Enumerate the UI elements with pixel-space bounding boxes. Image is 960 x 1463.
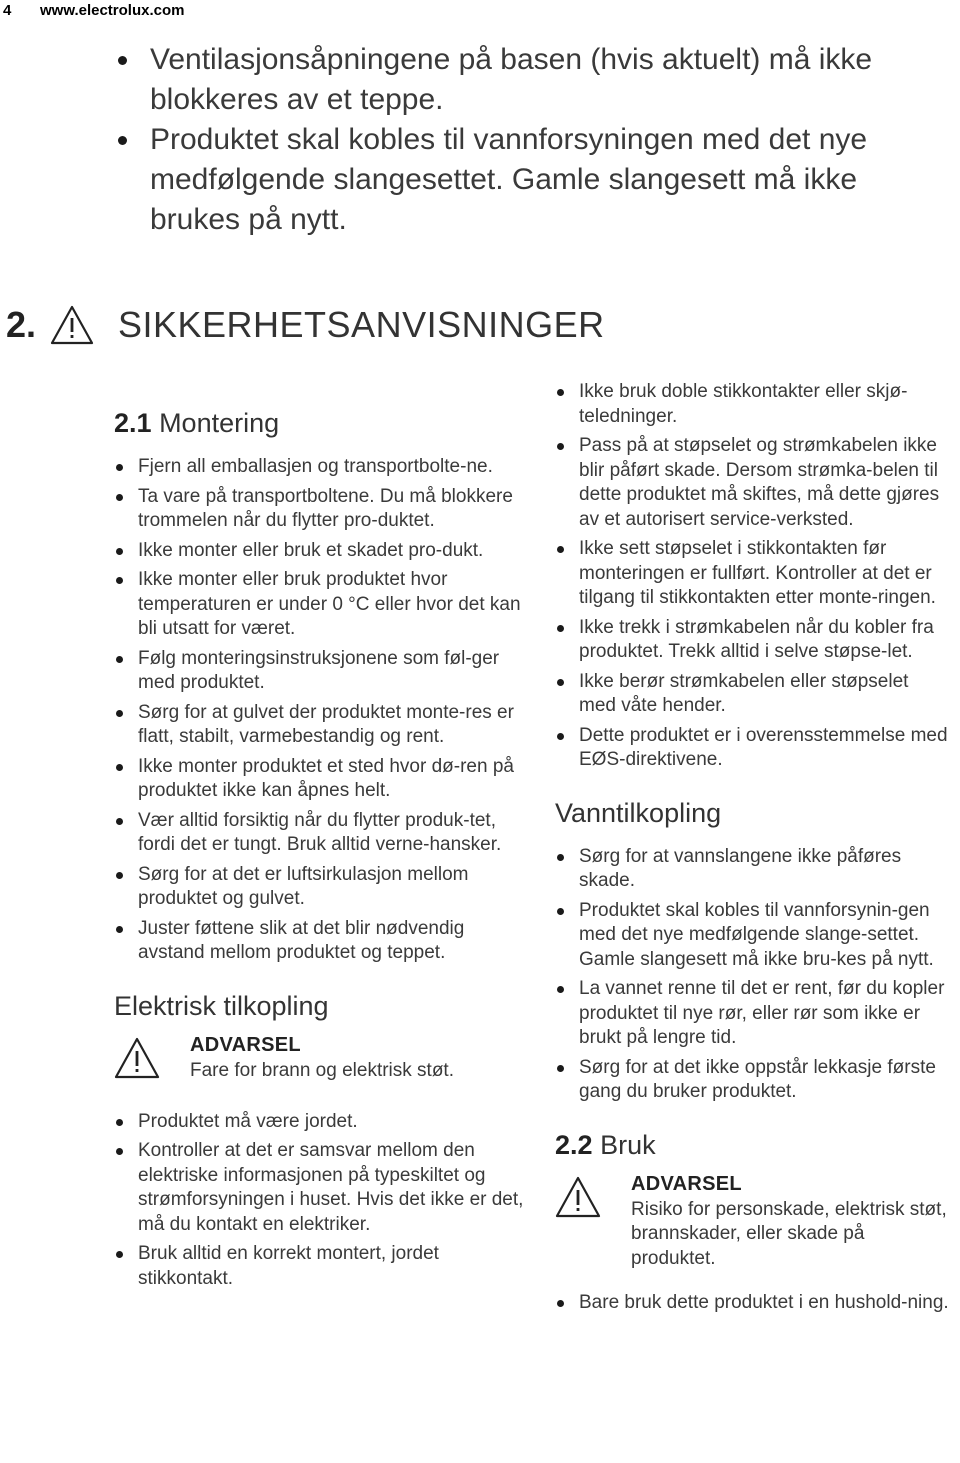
list-item: Produktet skal kobles til vannforsynin-gen med det nye medfølgende slange-settet. Gamle slangesett må ikke bru-kes på nytt. [555, 899, 950, 973]
list-item: Bruk alltid en korrekt montert, jordet stikkontakt. [114, 1242, 534, 1291]
elektrisk-heading: Elektrisk tilkopling [114, 990, 329, 1021]
section-heading [6, 300, 706, 350]
bruk-list [555, 1291, 950, 1316]
section-title: SIKKERHETSANVISNINGER [118, 304, 605, 345]
list-item: Følg monteringsinstruksjonene som føl-ger med produktet. [114, 647, 534, 696]
elektrisk-warning [114, 1034, 534, 1096]
list-item: Ikke monter eller bruk et skadet pro-dukt. [114, 539, 534, 564]
list-item: La vannet renne til det er rent, før du kopler produktet til nye rør, eller rør som ikke er brukt på lengre tid. [555, 977, 950, 1051]
bruk-title: Bruk [600, 1129, 656, 1160]
vann-list [555, 845, 950, 1105]
list-item: Pass på at støpselet og strømkabelen ikke blir påført skade. Dersom strømka-belen til dette produktet må skiftes, må dette gjøres av et autorisert service-verksted. [555, 434, 950, 532]
warning-text: Risiko for personskade, elektrisk støt, brannskader, eller skade på produktet. [631, 1198, 947, 1269]
warning-title: ADVARSEL [631, 1172, 742, 1195]
site-url: www.electrolux.com [40, 2, 185, 19]
list-item: Juster føttene slik at det blir nødvendig avstand mellom produktet og teppet. [114, 917, 534, 966]
warning-triangle-icon [50, 304, 94, 346]
list-item: Bare bruk dette produktet i en hushold-ning. [555, 1291, 950, 1316]
list-item: Ikke sett støpselet i stikkontakten før monteringen er fullført. Kontroller at det er tilgang til stikkontakten etter monte-ringen. [555, 537, 950, 611]
list-item: Fjern all emballasjen og transportbolte-ne. [114, 455, 534, 480]
montering-number: 2.1 [114, 408, 152, 438]
list-item: Ikke trekk i strømkabelen når du kobler fra produktet. Trekk alltid i selve støpse-let. [555, 616, 950, 665]
bruk-warning [555, 1173, 950, 1277]
vann-heading: Vanntilkopling [555, 797, 722, 828]
section-number: 2. [6, 304, 37, 345]
warning-triangle-icon [555, 1175, 601, 1219]
list-item: Ikke monter eller bruk produktet hvor temperaturen er under 0 °C eller hvor det kan bli utsatt for været. [114, 568, 534, 642]
warning-triangle-icon [114, 1036, 160, 1080]
bruk-heading [555, 1127, 950, 1163]
elektrisk-list [114, 1110, 534, 1292]
bruk-number: 2.2 [555, 1129, 593, 1160]
top-bullet-list [114, 40, 944, 240]
list-item: Sørg for at vannslangene ikke påføres skade. [555, 845, 950, 894]
list-item: Ventilasjonsåpningene på basen (hvis aktuelt) må ikke blokkeres av et teppe. [114, 40, 944, 120]
list-item: Produktet skal kobles til vannforsyningen med det nye medfølgende slangesettet. Gamle slangesett må ikke brukes på nytt. [114, 120, 944, 240]
warning-text: Fare for brann og elektrisk støt. [190, 1059, 454, 1081]
page-header [0, 0, 960, 24]
list-item: Ta vare på transportboltene. Du må blokkere trommelen når du flytter pro-duktet. [114, 485, 534, 534]
page-number: 4 [3, 2, 12, 19]
list-item: Ikke berør strømkabelen eller støpselet med våte hender. [555, 670, 950, 719]
elektrisk-list-continued [555, 380, 950, 773]
list-item: Sørg for at gulvet der produktet monte-res er flatt, stabilt, varmebestandig og rent. [114, 701, 534, 750]
list-item: Vær alltid forsiktig når du flytter produk-tet, fordi det er tungt. Bruk alltid verne-hansker. [114, 809, 534, 858]
left-column [114, 405, 534, 1296]
montering-list [114, 455, 534, 966]
list-item: Kontroller at det er samsvar mellom den elektriske informasjonen på typeskiltet og strømforsyningen i huset. Hvis det ikke er det, må du kontakt en elektriker. [114, 1139, 534, 1237]
right-column [555, 380, 950, 1320]
list-item: Dette produktet er i overensstemmelse med EØS-direktivene. [555, 724, 950, 773]
montering-heading [114, 405, 534, 441]
list-item: Sørg for at det er luftsirkulasjon mellom produktet og gulvet. [114, 863, 534, 912]
list-item: Ikke bruk doble stikkontakter eller skjø-teledninger. [555, 380, 950, 429]
montering-title: Montering [159, 408, 280, 438]
list-item: Produktet må være jordet. [114, 1110, 534, 1135]
list-item: Ikke monter produktet et sted hvor dø-ren på produktet ikke kan åpnes helt. [114, 755, 534, 804]
list-item: Sørg for at det ikke oppstår lekkasje første gang du bruker produktet. [555, 1056, 950, 1105]
warning-title: ADVARSEL [190, 1033, 301, 1056]
